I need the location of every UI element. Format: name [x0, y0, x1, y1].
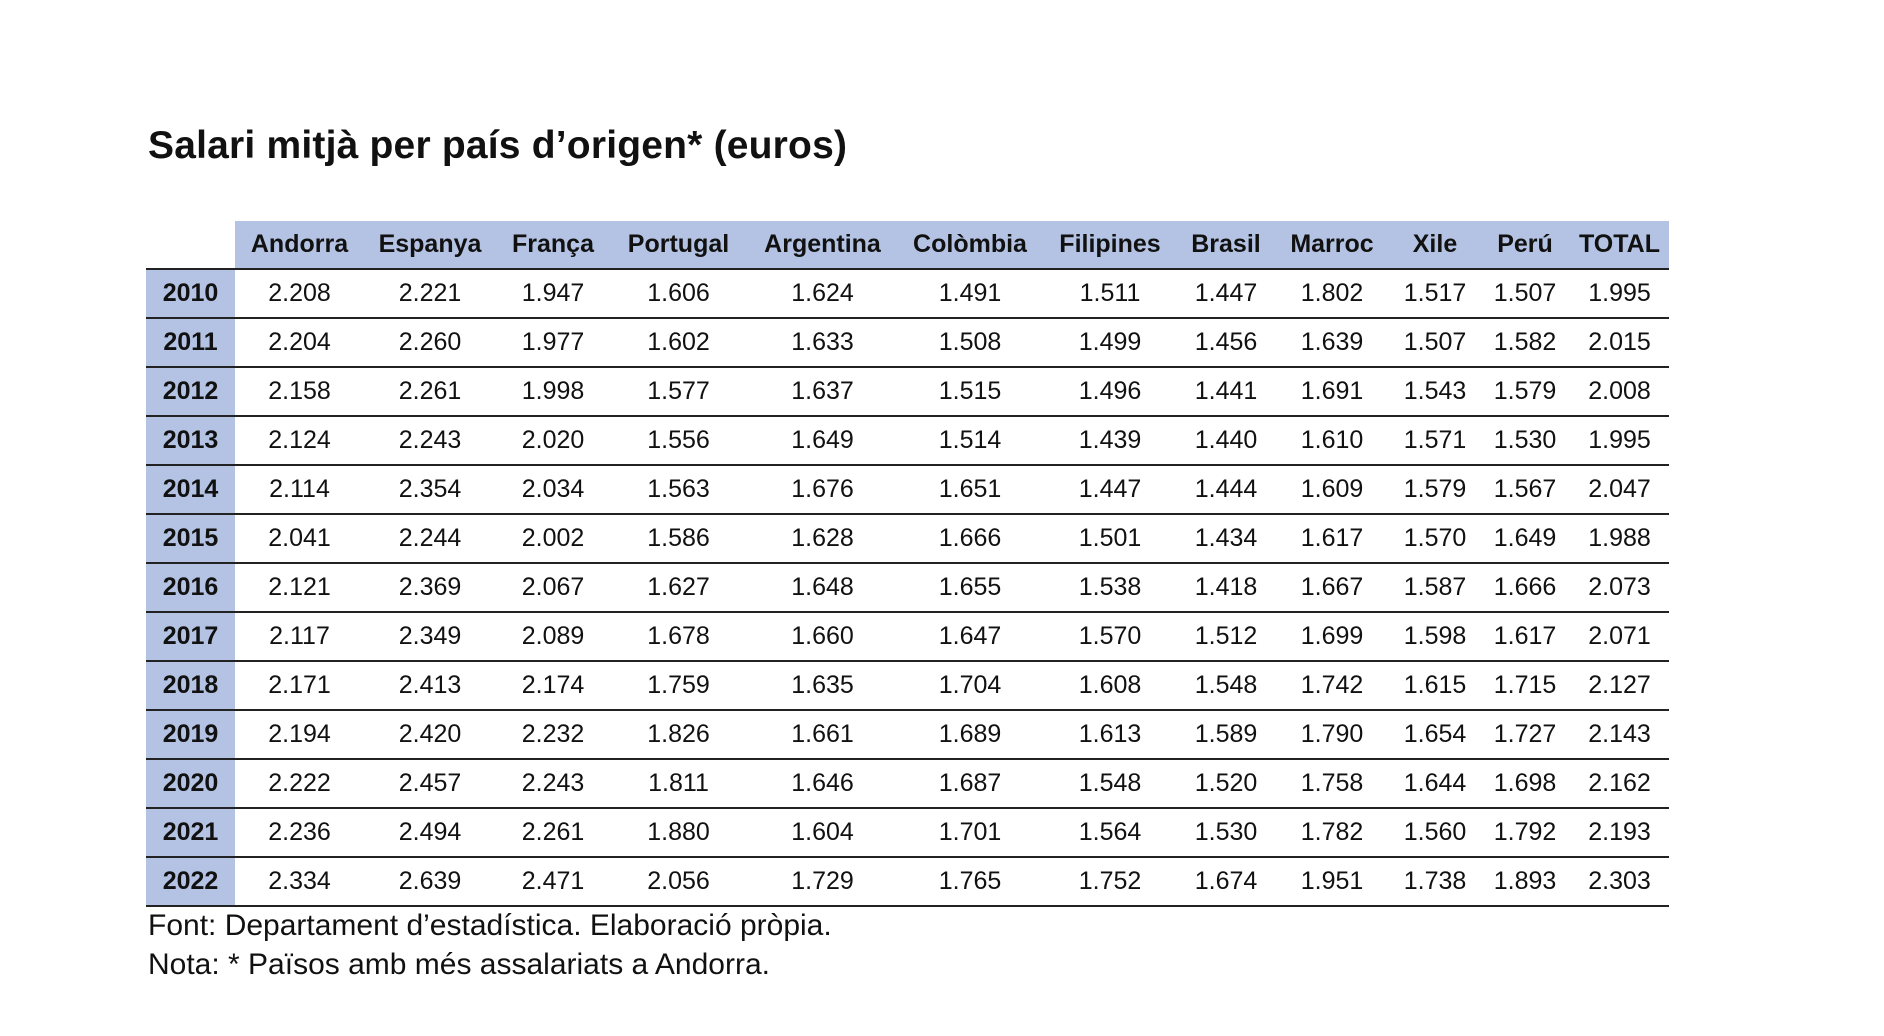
value-cell: 2.015: [1570, 318, 1669, 367]
value-cell: 2.041: [235, 514, 364, 563]
value-cell: 1.995: [1570, 269, 1669, 318]
column-header: Portugal: [610, 221, 747, 269]
corner-cell: [146, 221, 235, 269]
value-cell: 1.496: [1042, 367, 1178, 416]
value-cell: 2.639: [364, 857, 496, 906]
value-cell: 2.002: [496, 514, 610, 563]
salary-table: [146, 221, 1669, 907]
value-cell: 1.988: [1570, 514, 1669, 563]
value-cell: 1.617: [1480, 612, 1570, 661]
value-cell: 2.034: [496, 465, 610, 514]
column-header: França: [496, 221, 610, 269]
value-cell: 2.193: [1570, 808, 1669, 857]
table-row: [146, 269, 1669, 318]
value-cell: 1.676: [747, 465, 898, 514]
value-cell: 1.666: [1480, 563, 1570, 612]
value-cell: 2.349: [364, 612, 496, 661]
value-cell: 1.520: [1178, 759, 1274, 808]
value-cell: 1.608: [1042, 661, 1178, 710]
table-row: [146, 465, 1669, 514]
value-cell: 1.530: [1178, 808, 1274, 857]
value-cell: 2.208: [235, 269, 364, 318]
year-cell: 2018: [146, 661, 235, 710]
value-cell: 2.056: [610, 857, 747, 906]
value-cell: 1.802: [1274, 269, 1390, 318]
year-cell: 2021: [146, 808, 235, 857]
value-cell: 1.635: [747, 661, 898, 710]
value-cell: 1.434: [1178, 514, 1274, 563]
value-cell: 1.587: [1390, 563, 1480, 612]
header-row: [146, 221, 1669, 269]
value-cell: 1.508: [898, 318, 1042, 367]
value-cell: 1.660: [747, 612, 898, 661]
value-cell: 1.579: [1480, 367, 1570, 416]
column-header: Colòmbia: [898, 221, 1042, 269]
value-cell: 1.441: [1178, 367, 1274, 416]
value-cell: 2.232: [496, 710, 610, 759]
column-header: Argentina: [747, 221, 898, 269]
value-cell: 1.782: [1274, 808, 1390, 857]
value-cell: 2.369: [364, 563, 496, 612]
value-cell: 2.162: [1570, 759, 1669, 808]
value-cell: 1.511: [1042, 269, 1178, 318]
value-cell: 1.598: [1390, 612, 1480, 661]
value-cell: 2.008: [1570, 367, 1669, 416]
value-cell: 1.615: [1390, 661, 1480, 710]
value-cell: 2.194: [235, 710, 364, 759]
source-note: Font: Departament d’estadística. Elaboració pròpia.: [148, 909, 832, 942]
value-cell: 1.499: [1042, 318, 1178, 367]
value-cell: 1.515: [898, 367, 1042, 416]
value-cell: 1.687: [898, 759, 1042, 808]
value-cell: 1.514: [898, 416, 1042, 465]
value-cell: 1.570: [1390, 514, 1480, 563]
value-cell: 1.627: [610, 563, 747, 612]
value-cell: 1.880: [610, 808, 747, 857]
value-cell: 2.236: [235, 808, 364, 857]
value-cell: 1.646: [747, 759, 898, 808]
value-cell: 2.244: [364, 514, 496, 563]
value-cell: 1.609: [1274, 465, 1390, 514]
value-cell: 1.456: [1178, 318, 1274, 367]
value-cell: 1.661: [747, 710, 898, 759]
value-cell: 1.564: [1042, 808, 1178, 857]
value-cell: 1.507: [1480, 269, 1570, 318]
value-cell: 2.124: [235, 416, 364, 465]
column-header: Perú: [1480, 221, 1570, 269]
value-cell: 1.517: [1390, 269, 1480, 318]
value-cell: 2.117: [235, 612, 364, 661]
column-header: Brasil: [1178, 221, 1274, 269]
year-cell: 2017: [146, 612, 235, 661]
value-cell: 2.158: [235, 367, 364, 416]
value-cell: 1.790: [1274, 710, 1390, 759]
value-cell: 2.171: [235, 661, 364, 710]
table-row: [146, 710, 1669, 759]
value-cell: 1.811: [610, 759, 747, 808]
value-cell: 2.143: [1570, 710, 1669, 759]
value-cell: 1.606: [610, 269, 747, 318]
value-cell: 1.826: [610, 710, 747, 759]
value-cell: 1.666: [898, 514, 1042, 563]
table-row: [146, 563, 1669, 612]
value-cell: 2.222: [235, 759, 364, 808]
value-cell: 2.121: [235, 563, 364, 612]
year-cell: 2015: [146, 514, 235, 563]
value-cell: 1.586: [610, 514, 747, 563]
value-cell: 1.644: [1390, 759, 1480, 808]
value-cell: 1.617: [1274, 514, 1390, 563]
value-cell: 2.354: [364, 465, 496, 514]
value-cell: 1.639: [1274, 318, 1390, 367]
value-cell: 1.440: [1178, 416, 1274, 465]
value-cell: 2.047: [1570, 465, 1669, 514]
value-cell: 1.548: [1042, 759, 1178, 808]
table-row: [146, 416, 1669, 465]
value-cell: 1.447: [1042, 465, 1178, 514]
table-row: [146, 367, 1669, 416]
table-row: [146, 808, 1669, 857]
value-cell: 1.729: [747, 857, 898, 906]
value-cell: 2.261: [364, 367, 496, 416]
value-cell: 2.494: [364, 808, 496, 857]
value-cell: 1.649: [747, 416, 898, 465]
value-cell: 1.765: [898, 857, 1042, 906]
value-cell: 1.602: [610, 318, 747, 367]
value-cell: 2.204: [235, 318, 364, 367]
value-cell: 1.444: [1178, 465, 1274, 514]
year-cell: 2011: [146, 318, 235, 367]
value-cell: 1.655: [898, 563, 1042, 612]
value-cell: 1.563: [610, 465, 747, 514]
value-cell: 1.439: [1042, 416, 1178, 465]
value-cell: 1.715: [1480, 661, 1570, 710]
value-cell: 1.893: [1480, 857, 1570, 906]
table-row: [146, 759, 1669, 808]
value-cell: 1.647: [898, 612, 1042, 661]
value-cell: 1.701: [898, 808, 1042, 857]
value-cell: 1.792: [1480, 808, 1570, 857]
asterisk-note: Nota: * Països amb més assalariats a Andorra.: [148, 948, 770, 981]
value-cell: 1.556: [610, 416, 747, 465]
value-cell: 2.413: [364, 661, 496, 710]
value-cell: 1.667: [1274, 563, 1390, 612]
value-cell: 2.420: [364, 710, 496, 759]
table-row: [146, 857, 1669, 906]
table-row: [146, 612, 1669, 661]
value-cell: 2.334: [235, 857, 364, 906]
table-row: [146, 318, 1669, 367]
value-cell: 1.512: [1178, 612, 1274, 661]
value-cell: 1.543: [1390, 367, 1480, 416]
column-header: Espanya: [364, 221, 496, 269]
value-cell: 1.752: [1042, 857, 1178, 906]
value-cell: 2.260: [364, 318, 496, 367]
year-cell: 2022: [146, 857, 235, 906]
value-cell: 1.727: [1480, 710, 1570, 759]
value-cell: 1.548: [1178, 661, 1274, 710]
value-cell: 1.577: [610, 367, 747, 416]
value-cell: 1.689: [898, 710, 1042, 759]
year-cell: 2013: [146, 416, 235, 465]
value-cell: 1.698: [1480, 759, 1570, 808]
value-cell: 1.648: [747, 563, 898, 612]
year-cell: 2012: [146, 367, 235, 416]
value-cell: 1.604: [747, 808, 898, 857]
value-cell: 2.303: [1570, 857, 1669, 906]
value-cell: 1.691: [1274, 367, 1390, 416]
table-row: [146, 661, 1669, 710]
value-cell: 2.243: [364, 416, 496, 465]
value-cell: 2.073: [1570, 563, 1669, 612]
value-cell: 1.654: [1390, 710, 1480, 759]
value-cell: 1.651: [898, 465, 1042, 514]
value-cell: 2.089: [496, 612, 610, 661]
value-cell: 1.567: [1480, 465, 1570, 514]
value-cell: 1.649: [1480, 514, 1570, 563]
year-cell: 2014: [146, 465, 235, 514]
value-cell: 1.501: [1042, 514, 1178, 563]
value-cell: 2.127: [1570, 661, 1669, 710]
value-cell: 1.637: [747, 367, 898, 416]
value-cell: 1.947: [496, 269, 610, 318]
value-cell: 1.998: [496, 367, 610, 416]
column-header: Andorra: [235, 221, 364, 269]
value-cell: 1.589: [1178, 710, 1274, 759]
year-cell: 2020: [146, 759, 235, 808]
footnotes: [148, 906, 832, 984]
value-cell: 2.174: [496, 661, 610, 710]
value-cell: 1.571: [1390, 416, 1480, 465]
value-cell: 1.624: [747, 269, 898, 318]
value-cell: 2.067: [496, 563, 610, 612]
value-cell: 1.582: [1480, 318, 1570, 367]
value-cell: 1.951: [1274, 857, 1390, 906]
value-cell: 2.221: [364, 269, 496, 318]
value-cell: 1.613: [1042, 710, 1178, 759]
value-cell: 2.243: [496, 759, 610, 808]
value-cell: 1.759: [610, 661, 747, 710]
column-header: Filipines: [1042, 221, 1178, 269]
table-body: [146, 269, 1669, 906]
value-cell: 1.570: [1042, 612, 1178, 661]
value-cell: 2.471: [496, 857, 610, 906]
value-cell: 1.633: [747, 318, 898, 367]
value-cell: 1.628: [747, 514, 898, 563]
value-cell: 1.560: [1390, 808, 1480, 857]
value-cell: 1.758: [1274, 759, 1390, 808]
value-cell: 1.742: [1274, 661, 1390, 710]
column-header: Marroc: [1274, 221, 1390, 269]
value-cell: 1.674: [1178, 857, 1274, 906]
value-cell: 2.261: [496, 808, 610, 857]
page-title: Salari mitjà per país d’origen* (euros): [148, 124, 848, 167]
value-cell: 1.977: [496, 318, 610, 367]
value-cell: 2.071: [1570, 612, 1669, 661]
value-cell: 1.418: [1178, 563, 1274, 612]
value-cell: 1.995: [1570, 416, 1669, 465]
value-cell: 1.579: [1390, 465, 1480, 514]
value-cell: 2.020: [496, 416, 610, 465]
year-cell: 2019: [146, 710, 235, 759]
value-cell: 1.678: [610, 612, 747, 661]
year-cell: 2010: [146, 269, 235, 318]
table-row: [146, 514, 1669, 563]
value-cell: 1.491: [898, 269, 1042, 318]
value-cell: 1.447: [1178, 269, 1274, 318]
value-cell: 1.699: [1274, 612, 1390, 661]
value-cell: 2.114: [235, 465, 364, 514]
year-cell: 2016: [146, 563, 235, 612]
value-cell: 1.738: [1390, 857, 1480, 906]
value-cell: 1.704: [898, 661, 1042, 710]
value-cell: 1.610: [1274, 416, 1390, 465]
value-cell: 1.538: [1042, 563, 1178, 612]
value-cell: 1.530: [1480, 416, 1570, 465]
value-cell: 2.457: [364, 759, 496, 808]
column-header: TOTAL: [1570, 221, 1669, 269]
value-cell: 1.507: [1390, 318, 1480, 367]
column-header: Xile: [1390, 221, 1480, 269]
